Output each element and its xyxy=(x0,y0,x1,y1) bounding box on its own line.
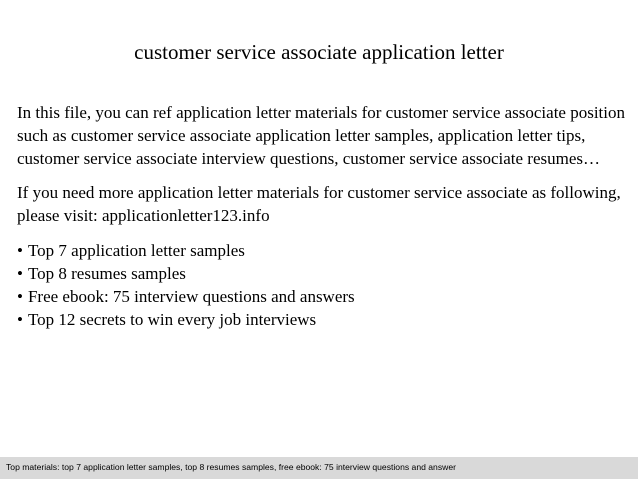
footer-text: Top materials: top 7 application letter samples, top 8 resumes samples, free ebook: 75 interview questions and answer xyxy=(6,462,456,472)
bullet-icon: • xyxy=(17,287,23,306)
bullet-icon: • xyxy=(17,264,23,283)
bullet-text: Top 8 resumes samples xyxy=(27,264,186,283)
bullet-item xyxy=(17,285,625,308)
bullet-text: Top 7 application letter samples xyxy=(27,241,245,260)
bullet-icon: • xyxy=(17,310,23,329)
slide-title: customer service associate application letter xyxy=(134,40,504,64)
bullet-list xyxy=(17,239,625,331)
bullet-item xyxy=(17,308,625,331)
bullet-text: Top 12 secrets to win every job interviews xyxy=(27,310,317,329)
more-info-paragraph: If you need more application letter materials for customer service associate as following, please visit: applicationletter123.info xyxy=(17,183,621,225)
bullet-item xyxy=(17,262,625,285)
bullet-text: Free ebook: 75 interview questions and answers xyxy=(27,287,355,306)
bullet-item xyxy=(17,239,625,262)
intro-paragraph: In this file, you can ref application letter materials for customer service associate position such as customer service associate application letter samples, application letter tips, customer service associate interview questions, customer service associate resumes… xyxy=(17,103,626,168)
footer-bar xyxy=(0,457,638,479)
slide-body xyxy=(17,101,625,331)
bullet-icon: • xyxy=(17,241,23,260)
